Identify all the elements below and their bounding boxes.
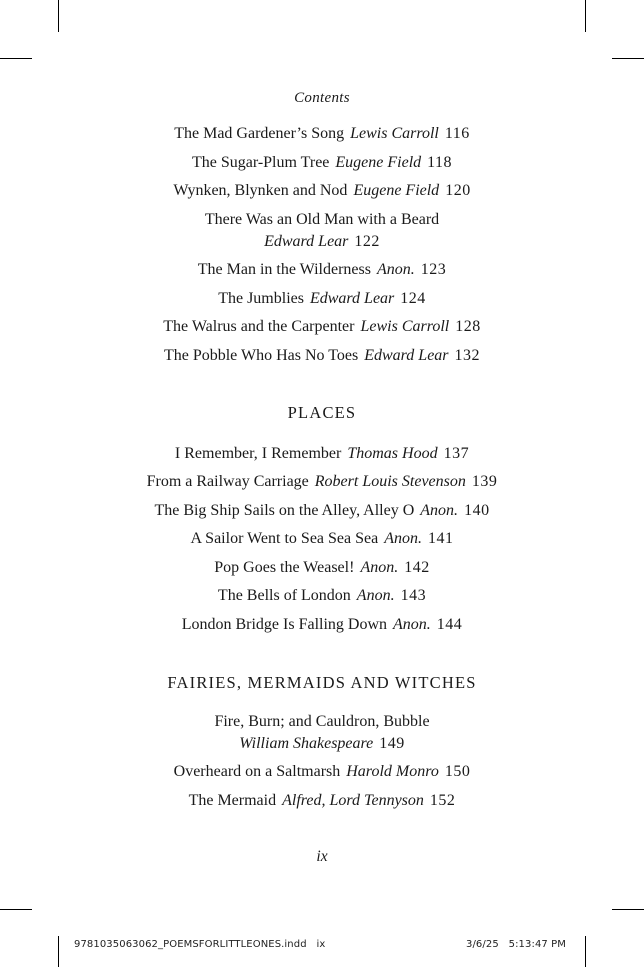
toc-entry: Overheard on a Saltmarsh Harold Monro 150 bbox=[173, 763, 471, 780]
running-head: Contents bbox=[294, 90, 350, 106]
toc-entry: I Remember, I Remember Thomas Hood 137 bbox=[174, 445, 470, 462]
section-heading-places: PLACES bbox=[287, 403, 357, 422]
toc-entry: The Mad Gardener’s Song Lewis Carroll 116 bbox=[174, 125, 470, 142]
crop-mark-right-lower bbox=[612, 909, 644, 910]
crop-mark-left-lower bbox=[0, 909, 32, 910]
toc-entry: The Big Ship Sails on the Alley, Alley O Anon. 140 bbox=[154, 502, 490, 519]
slug-date-time: 3/6/25 5:13:47 PM bbox=[466, 939, 567, 950]
toc-entry: Pop Goes the Weasel! Anon. 142 bbox=[214, 559, 430, 576]
crop-mark-top-left bbox=[58, 0, 59, 32]
toc-entry: The Jumblies Edward Lear 124 bbox=[218, 290, 426, 307]
toc-entry: Fire, Burn; and Cauldron, Bubble William Shakespeare 149 bbox=[214, 713, 430, 752]
crop-mark-bottom-left bbox=[58, 936, 59, 967]
toc-entry: Wynken, Blynken and Nod Eugene Field 120 bbox=[173, 182, 471, 199]
toc-entry: The Sugar-Plum Tree Eugene Field 118 bbox=[191, 154, 453, 171]
crop-mark-left-upper bbox=[0, 58, 32, 59]
toc-entry: The Mermaid Alfred, Lord Tennyson 152 bbox=[188, 792, 456, 809]
slug-file-name: 9781035063062_POEMSFORLITTLEONES.indd ix bbox=[74, 939, 326, 950]
toc-entry: The Walrus and the Carpenter Lewis Carroll 128 bbox=[163, 318, 481, 335]
section-heading-fairies: FAIRIES, MERMAIDS AND WITCHES bbox=[167, 673, 477, 692]
toc-entry: A Sailor Went to Sea Sea Sea Anon. 141 bbox=[190, 530, 454, 547]
toc-entry: The Pobble Who Has No Toes Edward Lear 132 bbox=[163, 347, 481, 364]
crop-mark-right-upper bbox=[612, 58, 644, 59]
toc-entry: From a Railway Carriage Robert Louis Stevenson 139 bbox=[146, 473, 498, 490]
page-number: ix bbox=[316, 848, 328, 865]
crop-mark-bottom-right bbox=[585, 936, 586, 967]
toc-entry: London Bridge Is Falling Down Anon. 144 bbox=[181, 616, 463, 633]
toc-entry: The Bells of London Anon. 143 bbox=[217, 587, 427, 604]
crop-mark-top-right bbox=[585, 0, 586, 32]
toc-entry: The Man in the Wilderness Anon. 123 bbox=[197, 261, 447, 278]
toc-entry: There Was an Old Man with a Beard Edward Lear 122 bbox=[204, 211, 440, 250]
